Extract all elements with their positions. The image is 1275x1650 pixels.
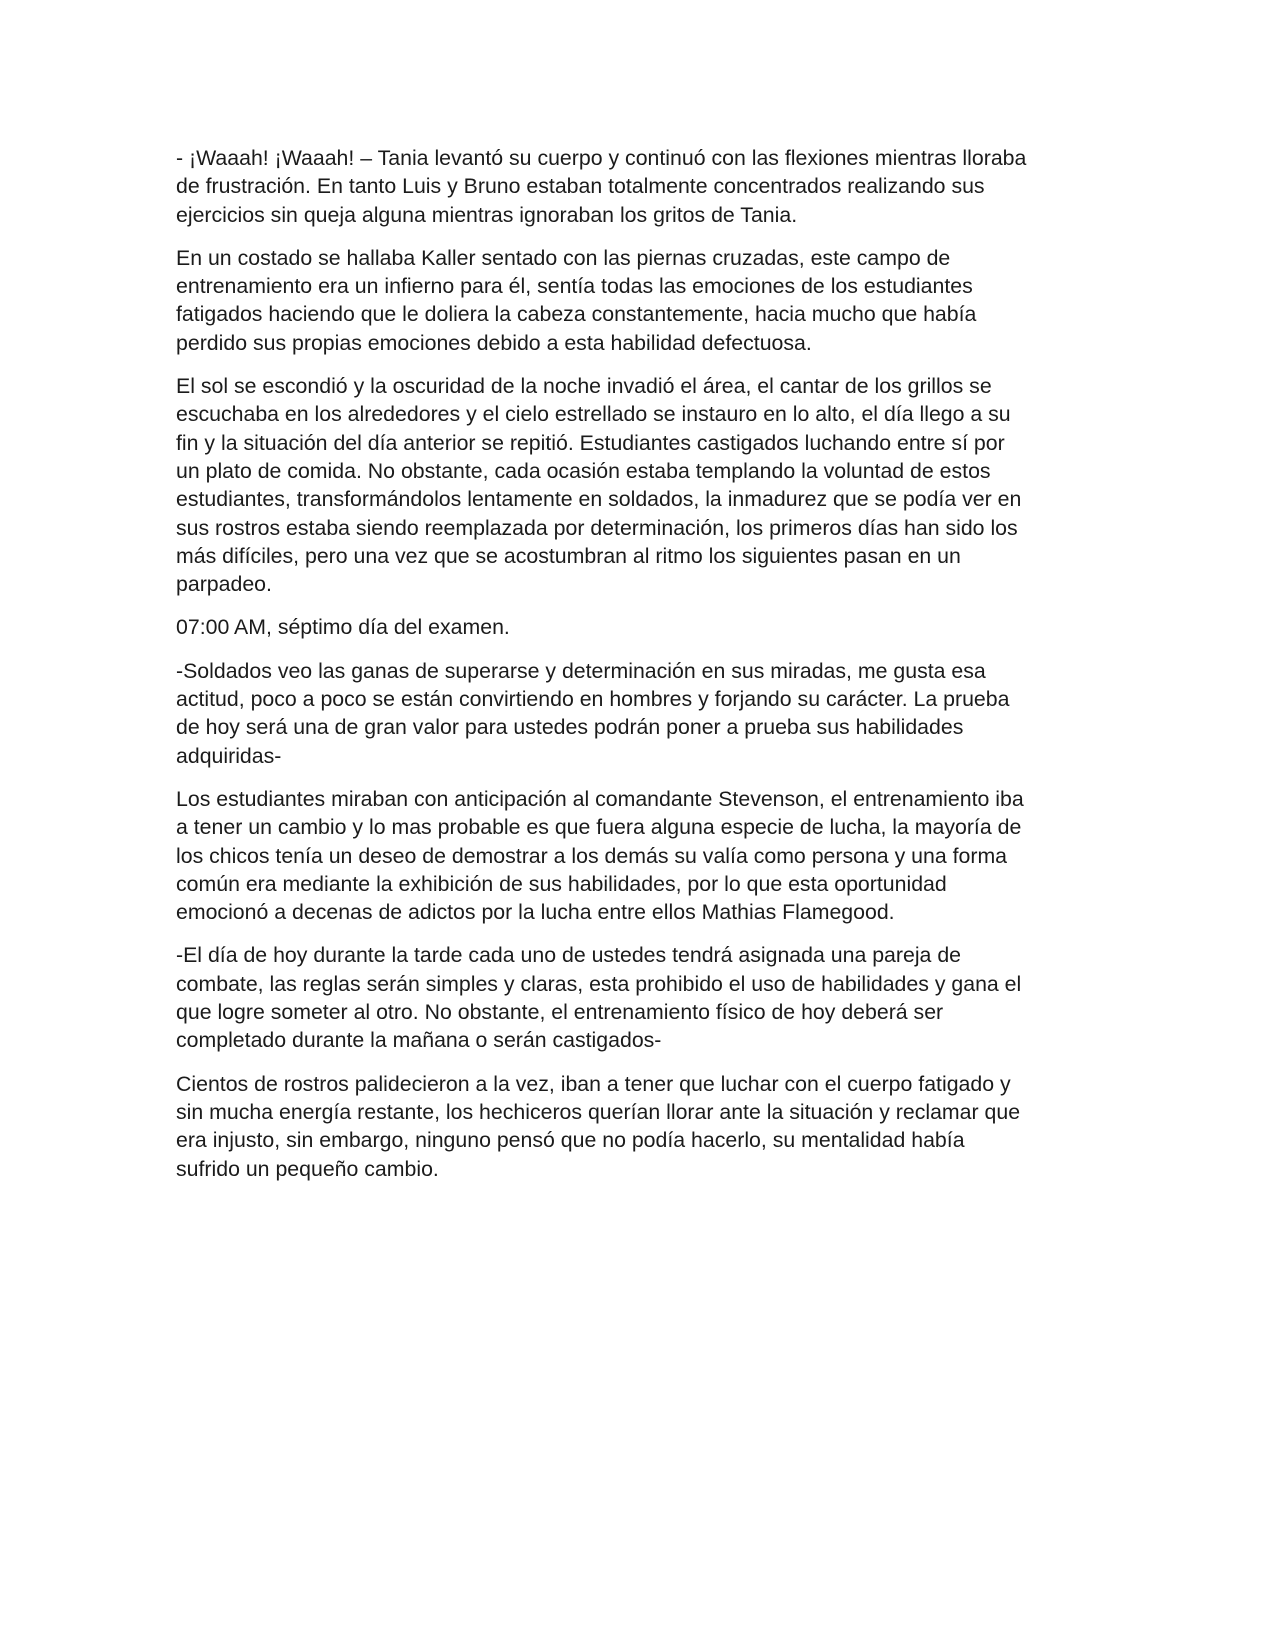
text-line: sufrido un pequeño cambio. <box>176 1156 439 1181</box>
paragraph-2 <box>176 244 1096 357</box>
text-line: los chicos tenía un deseo de demostrar a los demás su valía como persona y una forma <box>176 843 1008 868</box>
text-line: escuchaba en los alrededores y el cielo estrellado se instauro en lo alto, el día llego a su <box>176 402 1011 427</box>
text-line: entrenamiento era un infierno para él, sentía todas las emociones de los estudiantes <box>176 274 973 299</box>
text-line: un plato de comida. No obstante, cada ocasión estaba templando la voluntad de estos <box>176 458 991 483</box>
text-line: fin y la situación del día anterior se repitió. Estudiantes castigados luchando entre sí por <box>176 430 1005 455</box>
text-line: de frustración. En tanto Luis y Bruno estaban totalmente concentrados realizando sus <box>176 174 985 199</box>
text-line: perdido sus propias emociones debido a esta habilidad defectuosa. <box>176 330 812 355</box>
text-line: -Soldados veo las ganas de superarse y determinación en sus miradas, me gusta esa <box>176 658 986 683</box>
text-line: a tener un cambio y lo mas probable es que fuera alguna especie de lucha, la mayoría de <box>176 815 1022 840</box>
text-line: parpadeo. <box>176 572 272 597</box>
text-line: común era mediante la exhibición de sus habilidades, por lo que esta oportunidad <box>176 871 947 896</box>
text-line: completado durante la mañana o serán castigados- <box>176 1028 662 1053</box>
paragraph-6 <box>176 785 1096 926</box>
text-line: En un costado se hallaba Kaller sentado con las piernas cruzadas, este campo de <box>176 245 951 270</box>
paragraph-8 <box>176 1070 1096 1183</box>
text-line: - ¡Waaah! ¡Waaah! – Tania levantó su cuerpo y continuó con las flexiones mientras lloraba <box>176 146 1027 170</box>
text-line: ejercicios sin queja alguna mientras ignoraban los gritos de Tania. <box>176 202 798 227</box>
text-line: Cientos de rostros palidecieron a la vez, iban a tener que luchar con el cuerpo fatigado y <box>176 1071 1011 1096</box>
text-line: estudiantes, transformándolos lentamente en soldados, la inmadurez que se podía ver en <box>176 487 1022 512</box>
text-line: 07:00 AM, séptimo día del examen. <box>176 615 510 640</box>
text-line: era injusto, sin embargo, ninguno pensó que no podía hacerlo, su mentalidad había <box>176 1128 965 1153</box>
text-line: más difíciles, pero una vez que se acostumbran al ritmo los siguientes pasan en un <box>176 543 961 568</box>
text-line: actitud, poco a poco se están convirtiendo en hombres y forjando su carácter. La prueba <box>176 687 1010 712</box>
text-line: que logre someter al otro. No obstante, el entrenamiento físico de hoy deberá ser <box>176 1000 944 1025</box>
text-line: fatigados haciendo que le doliera la cabeza constantemente, hacia mucho que había <box>176 302 977 327</box>
paragraph-5 <box>176 657 1096 770</box>
text-line: El sol se escondió y la oscuridad de la noche invadió el área, el cantar de los grillos se <box>176 374 992 399</box>
text-line: adquiridas- <box>176 743 282 768</box>
paragraph-1 <box>176 144 1096 229</box>
paragraph-7 <box>176 941 1096 1054</box>
text-line: -El día de hoy durante la tarde cada uno de ustedes tendrá asignada una pareja de <box>176 943 962 968</box>
document-page <box>176 144 1096 1198</box>
text-line: Los estudiantes miraban con anticipación al comandante Stevenson, el entrenamiento iba <box>176 786 1024 811</box>
text-line: sus rostros estaba siendo reemplazada por determinación, los primeros días han sido los <box>176 515 1018 540</box>
paragraph-3 <box>176 372 1096 598</box>
text-line: sin mucha energía restante, los hechiceros querían llorar ante la situación y reclamar que <box>176 1099 1021 1124</box>
text-line: combate, las reglas serán simples y claras, esta prohibido el uso de habilidades y gana el <box>176 971 1022 996</box>
text-line: emocionó a decenas de adictos por la lucha entre ellos Mathias Flamegood. <box>176 900 895 925</box>
paragraph-4 <box>176 613 1096 641</box>
text-line: de hoy será una de gran valor para ustedes podrán poner a prueba sus habilidades <box>176 715 964 740</box>
